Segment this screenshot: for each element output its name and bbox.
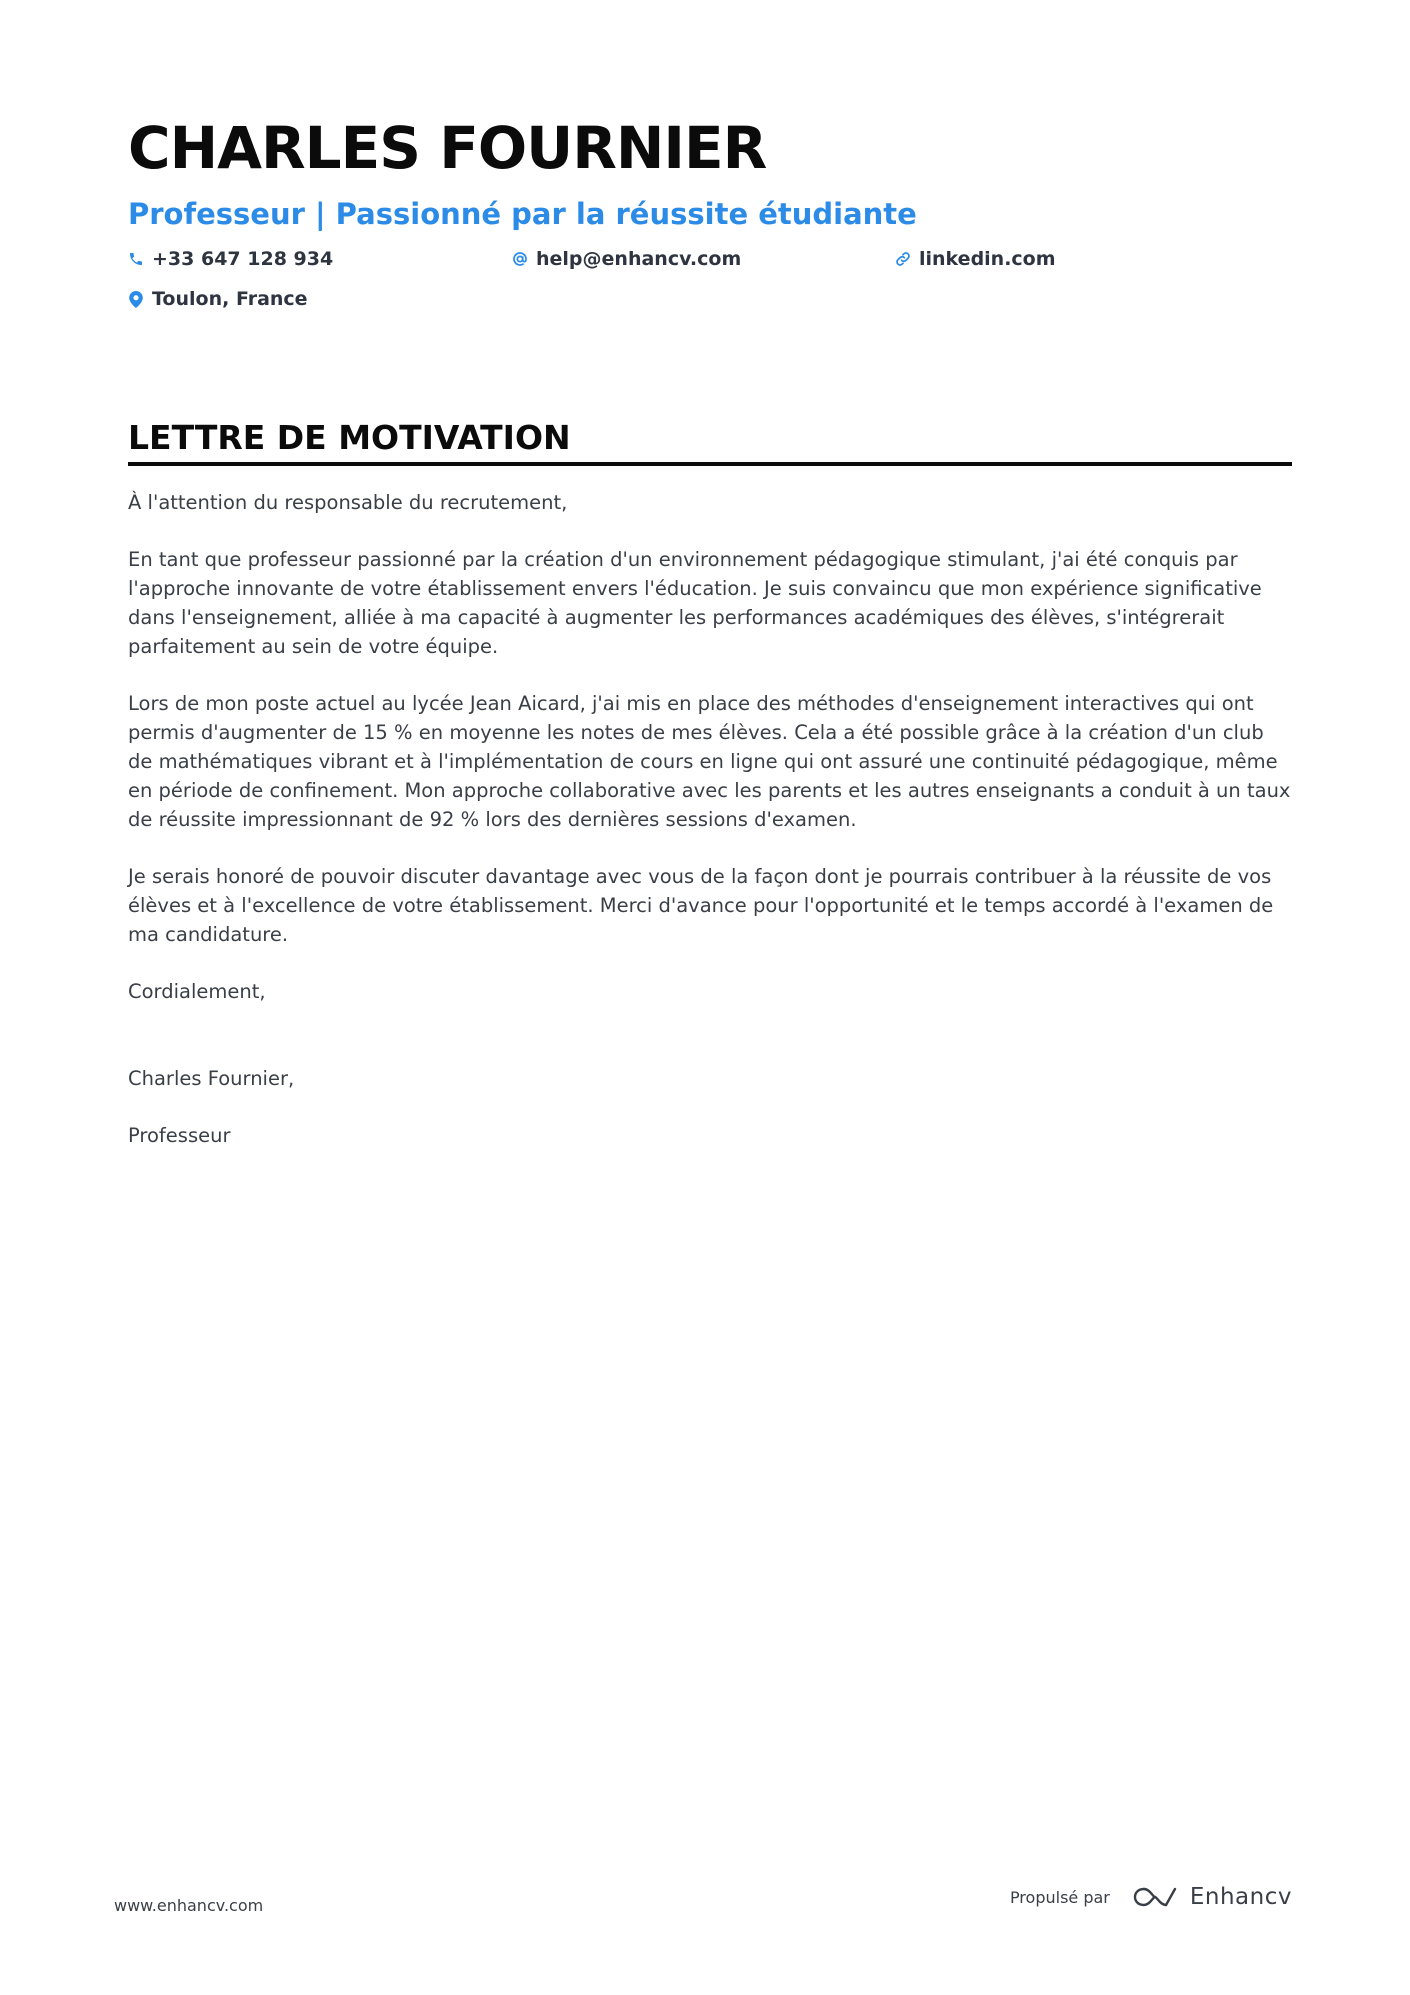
section-title: LETTRE DE MOTIVATION xyxy=(128,416,1292,466)
phone-text: +33 647 128 934 xyxy=(152,248,334,270)
enhancv-logo-icon xyxy=(1132,1884,1178,1910)
phone-icon xyxy=(128,251,144,267)
map-pin-icon xyxy=(128,291,144,307)
letter-paragraph-1: En tant que professeur passionné par la création d'un environnement pédagogique stimulant, j'ai été conquis par l'approche innovante de votre établissement envers l'éducation. Je suis convaincu que mon expérience significative dans l'enseignement, alliée à ma capacité à augmenter les performances académiques des élèves, s'intégrerait parfaitement au sein de votre équipe. xyxy=(128,548,1262,658)
footer-website[interactable]: www.enhancv.com xyxy=(114,1896,264,1915)
contact-link[interactable] xyxy=(895,244,1056,274)
applicant-name: CHARLES FOURNIER xyxy=(128,114,767,182)
contact-info xyxy=(128,244,1292,324)
applicant-headline: Professeur | Passionné par la réussite étudiante xyxy=(128,197,917,231)
contact-phone[interactable] xyxy=(128,244,333,274)
contact-email[interactable] xyxy=(512,244,741,274)
contact-location xyxy=(128,284,308,314)
powered-by-text: Propulsé par xyxy=(1009,1887,1110,1907)
link-icon xyxy=(895,251,911,267)
footer-branding[interactable] xyxy=(1010,1884,1292,1910)
letter-body xyxy=(128,488,1292,1150)
signature-name: Charles Fournier, xyxy=(128,1067,295,1090)
letter-closing: Cordialement, xyxy=(128,980,266,1003)
letter-salutation: À l'attention du responsable du recrutement, xyxy=(128,491,568,514)
brand-name: Enhancv xyxy=(1189,1884,1292,1910)
at-icon xyxy=(512,251,528,267)
cover-letter-page xyxy=(128,110,1292,1178)
letter-paragraph-2: Lors de mon poste actuel au lycée Jean Aicard, j'ai mis en place des méthodes d'enseignement interactives qui ont permis d'augmenter de 15 % en moyenne les notes de mes élèves. Cela a été possible grâce à la création d'un club de mathématiques vibrant et à l'implémentation de cours en ligne qui ont assuré une continuité pédagogique, même en période de confinement. Mon approche collaborative avec les parents et les autres enseignants a conduit à un taux de réussite impressionnant de 92 % lors des dernières sessions d'examen. xyxy=(128,692,1291,831)
location-text: Toulon, France xyxy=(152,288,308,310)
link-text: linkedin.com xyxy=(919,248,1056,270)
signature-title: Professeur xyxy=(128,1124,231,1147)
letter-paragraph-3: Je serais honoré de pouvoir discuter davantage avec vous de la façon dont je pourrais contribuer à la réussite de vos élèves et à l'excellence de votre établissement. Merci d'avance pour l'opportunité et le temps accordé à l'examen de ma candidature. xyxy=(128,865,1274,946)
email-text: help@enhancv.com xyxy=(536,248,742,270)
